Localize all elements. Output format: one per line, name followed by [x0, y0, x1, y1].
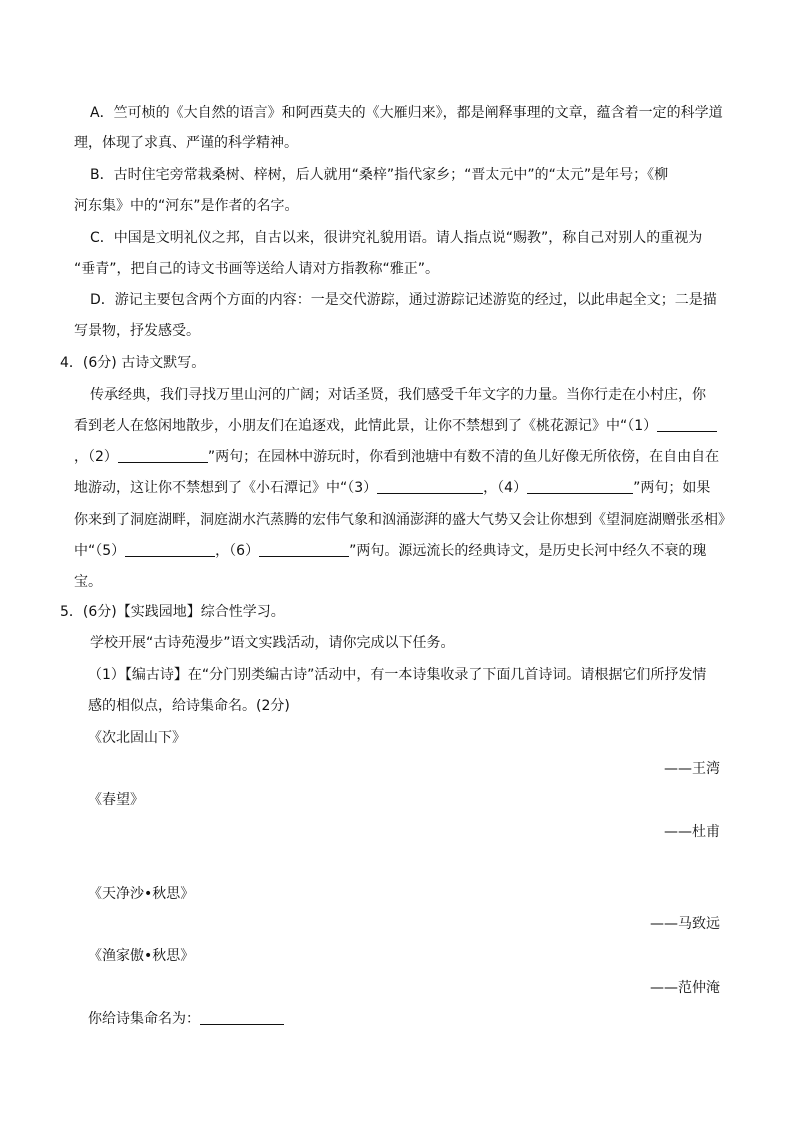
q4-line4-start: 地游动，这让你不禁想到了《小石潭记》中“（3）	[74, 480, 378, 496]
answer-blank-4[interactable]	[527, 479, 633, 494]
q4-line6	[74, 541, 706, 561]
q5-intro: 学校开展“古诗苑漫步”语文实践活动，请你完成以下任务。	[90, 635, 455, 651]
q5-title: 5．(6分)【实践园地】综合性学习。	[60, 604, 285, 620]
answer-blank-6[interactable]	[259, 542, 349, 557]
poem-author-2: ——杜甫	[664, 824, 720, 840]
option-d-line2: 写景物，抒发感受。	[74, 323, 200, 339]
option-d-line1: D．游记主要包含两个方面的内容：一是交代游踪，通过游踪记述游览的经过，以此串起全文；二是描	[90, 292, 717, 308]
poem-title-1: 《次北固山下》	[88, 730, 186, 746]
q4-line6-mid: ，（6）	[215, 543, 260, 559]
q4-line3-start: ，（2）	[74, 449, 118, 465]
q4-line2-text: 看到老人在悠闲地散步，小朋友们在追逐戏，此情此景，让你不禁想到了《桃花源记》中“（1）	[74, 418, 658, 434]
q4-line2	[74, 416, 717, 436]
option-a-line2: 理，体现了求真、严谨的科学精神。	[74, 135, 298, 151]
q4-line7: 宝。	[74, 574, 102, 590]
poem-title-2: 《春望》	[88, 792, 144, 808]
q4-line4-mid: ，（4）	[483, 480, 528, 496]
q4-line3-end: ”两句；在园林中游玩时，你看到池塘中有数不清的鱼儿好像无所依傍，在自由自在	[207, 449, 720, 465]
answer-name-line	[88, 1009, 284, 1029]
option-b-line2: 河东集》中的“河东”是作者的名字。	[74, 198, 299, 214]
q4-line6-end: ”两句。源远流长的经典诗文，是历史长河中经久不衰的瑰	[349, 543, 707, 559]
answer-name-label: 你给诗集命名为：	[88, 1011, 200, 1027]
poem-author-4: ——范仲淹	[650, 980, 720, 996]
q5-sub1-line1: （1）【编古诗】在“分门别类编古诗”活动中，有一本诗集收录了下面几首诗词。请根据它们所抒发情	[88, 667, 707, 683]
q4-line6-start: 中“（5）	[74, 543, 126, 559]
q4-line4-end: ”两句；如果	[633, 480, 711, 496]
option-c-line1: C．中国是文明礼仪之邦，自古以来，很讲究礼貌用语。请人指点说“赐教”，称自己对别人的重视为	[90, 230, 703, 246]
q4-line1: 传承经典，我们寻找万里山河的广阔；对话圣贤，我们感受千年文字的力量。当你行走在小村庄，你	[90, 387, 706, 403]
answer-name-blank[interactable]	[200, 1010, 284, 1025]
option-c-line2: “垂青”，把自己的诗文书画等送给人请对方指教称“雅正”。	[74, 261, 440, 277]
answer-blank-3[interactable]	[377, 479, 483, 494]
answer-blank-1[interactable]	[657, 417, 717, 432]
q4-line3	[74, 447, 719, 467]
q5-sub1-line2: 感的相似点，给诗集命名。(2分)	[88, 698, 290, 714]
q4-title: 4．(6分) 古诗文默写。	[60, 355, 206, 371]
option-b-line1: B．古时住宅旁常栽桑树、梓树，后人就用“桑梓”指代家乡；“晋太元中”的“太元”是年号；《柳	[90, 167, 669, 183]
poem-author-3: ——马致远	[650, 916, 720, 932]
option-a-line1: A．竺可桢的《大自然的语言》和阿西莫夫的《大雁归来》，都是阐释事理的文章，蕴含着一定的科学道	[90, 105, 723, 121]
q4-line4	[74, 478, 710, 498]
poem-title-4: 《渔家傲•秋思》	[88, 948, 195, 964]
q4-line5: 你来到了洞庭湖畔，洞庭湖水汽蒸腾的宏伟气象和汹涌澎湃的盛大气势又会让你想到《望洞庭湖赠张丞相》	[74, 512, 732, 528]
poem-title-3: 《天净沙•秋思》	[88, 886, 195, 902]
answer-blank-2[interactable]	[118, 448, 208, 463]
answer-blank-5[interactable]	[125, 542, 215, 557]
poem-author-1: ——王湾	[664, 761, 720, 777]
